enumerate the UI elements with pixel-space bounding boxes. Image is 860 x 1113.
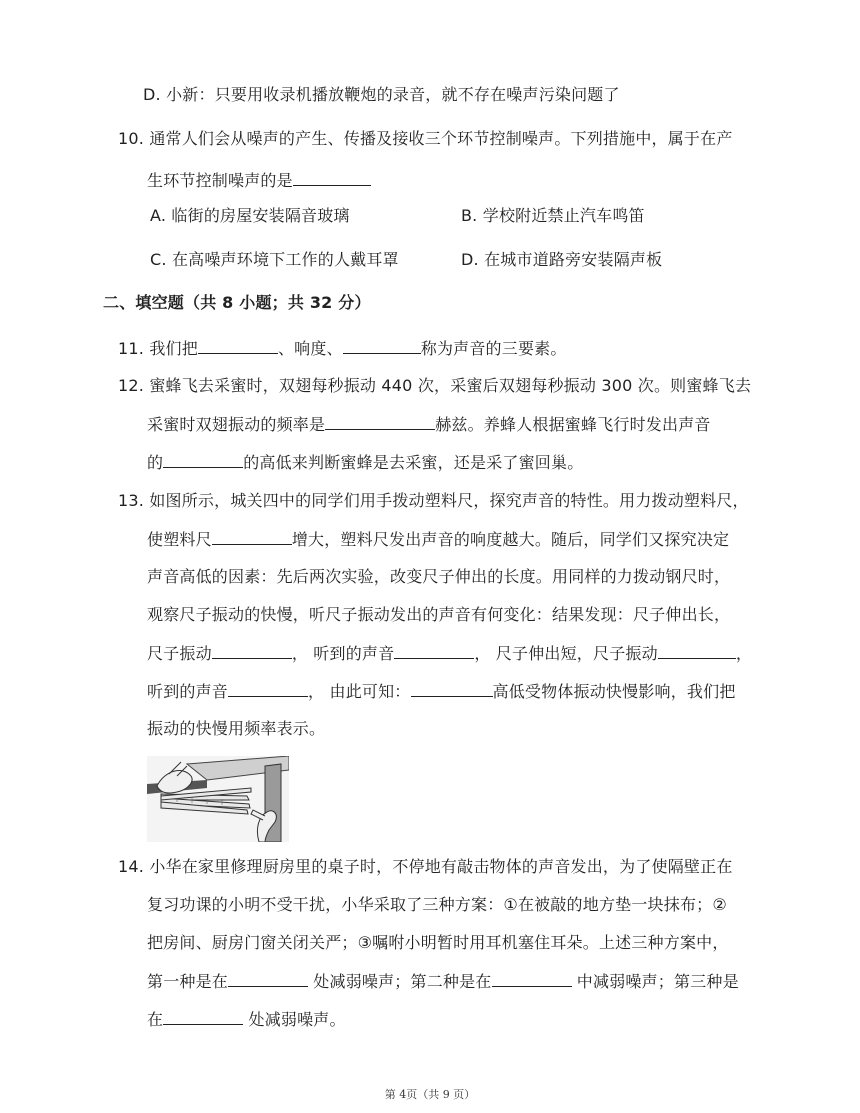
answer-blank[interactable] <box>343 338 421 354</box>
answer-blank[interactable] <box>658 643 736 659</box>
q10-stem-line1: 10. 通常人们会从噪声的产生、传播及接收三个环节控制噪声。下列措施中，属于在产 <box>118 129 733 148</box>
answer-blank[interactable] <box>411 681 493 697</box>
q10-stem-line2: 生环节控制噪声的是 <box>147 170 371 191</box>
answer-blank[interactable] <box>325 414 435 430</box>
answer-blank[interactable] <box>228 971 308 987</box>
answer-blank[interactable] <box>492 971 572 987</box>
section-title: 二、填空题（共 8 小题；共 32 分） <box>103 293 371 312</box>
q14-line2: 复习功课的小明不受干扰，小华采取了三种方案：①在被敲的地方垫一块抹布；② <box>147 895 727 914</box>
q14-line1: 14. 小华在家里修理厨房里的桌子时，不停地有敲击物体的声音发出，为了使隔壁正在 <box>118 857 733 876</box>
q14-line4: 第一种是在 处减弱噪声；第二种是在 中减弱噪声；第三种是 <box>147 972 739 991</box>
q10-option-d: D. 在城市道路旁安装隔声板 <box>461 250 663 269</box>
q12-line1: 12. 蜜蜂飞去采蜜时，双翅每秒振动 440 次，采蜜后双翅每秒振动 300 次。则蜜蜂飞去 <box>118 376 752 395</box>
q12-line3: 的 的高低来判断蜜蜂是去采蜜，还是采了蜜回巢。 <box>147 453 584 472</box>
answer-blank[interactable] <box>163 452 243 468</box>
answer-blank[interactable] <box>228 681 308 697</box>
q14-line5: 在 处减弱噪声。 <box>147 1010 346 1029</box>
q10-option-c: C. 在高噪声环境下工作的人戴耳罩 <box>150 250 399 269</box>
ruler-experiment-figure <box>147 756 289 842</box>
q13-line1: 13. 如图所示，城关四中的同学们用手拨动塑料尺，探究声音的特性。用力拨动塑料尺， <box>118 491 749 510</box>
answer-blank[interactable] <box>293 170 371 186</box>
answer-blank[interactable] <box>212 643 292 659</box>
q12-line2: 采蜜时双翅振动的频率是 赫兹。养蜂人根据蜜蜂飞行时发出声音 <box>147 415 711 434</box>
q9-option-d: D. 小新：只要用收录机播放鞭炮的录音，就不存在噪声污染问题了 <box>143 85 620 104</box>
page-footer: 第 4页（共 9 页） <box>384 1088 476 1101</box>
answer-blank[interactable] <box>198 338 278 354</box>
q11: 11. 我们把 、响度、 称为声音的三要素。 <box>118 339 567 358</box>
q10-option-b: B. 学校附近禁止汽车鸣笛 <box>461 206 645 225</box>
answer-blank[interactable] <box>394 643 474 659</box>
answer-blank[interactable] <box>212 529 292 545</box>
answer-blank[interactable] <box>163 1009 243 1025</box>
q10-option-a: A. 临街的房屋安装隔音玻璃 <box>150 206 350 225</box>
q13-line5: 尺子振动 ， 听到的声音 ， 尺子伸出短，尺子振动 ， <box>147 644 753 663</box>
q13-line7: 振动的快慢用频率表示。 <box>147 719 326 738</box>
q13-line3: 声音高低的因素：先后两次实验，改变尺子伸出的长度。用同样的力拨动钢尺时， <box>147 567 731 586</box>
q13-line4: 观察尺子振动的快慢，听尺子振动发出的声音有何变化：结果发现：尺子伸出长， <box>147 605 731 624</box>
q13-line6: 听到的声音 ， 由此可知： 高低受物体振动快慢影响，我们把 <box>147 682 736 701</box>
q13-line2: 使塑料尺 增大，塑料尺发出声音的响度越大。随后，同学们又探究决定 <box>147 530 730 549</box>
q14-line3: 把房间、厨房门窗关闭关严；③嘱咐小明暂时用耳机塞住耳朵。上述三种方案中， <box>147 933 729 952</box>
